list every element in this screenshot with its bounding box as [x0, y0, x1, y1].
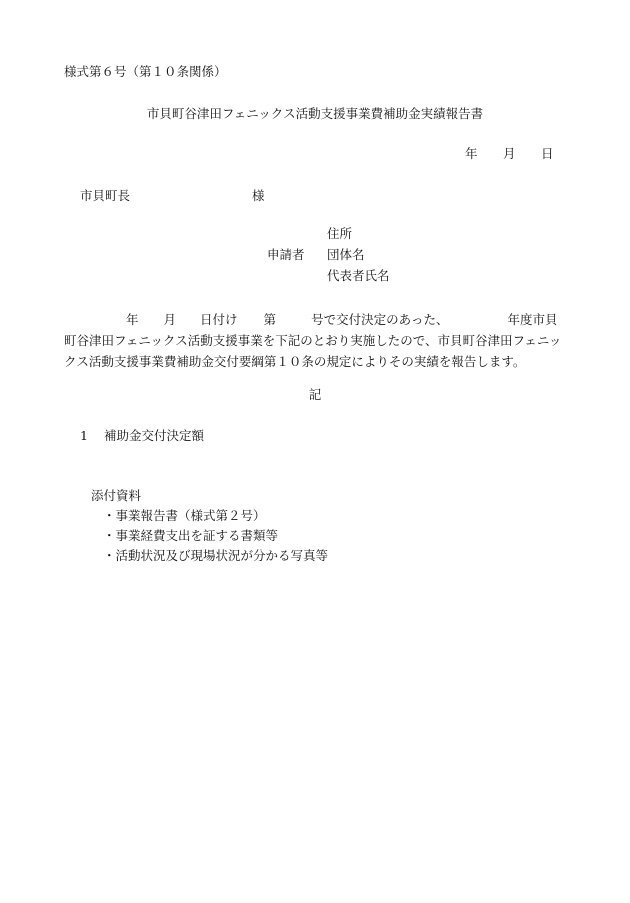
group-name-label: 団体名: [327, 247, 365, 262]
body-fiscal-year: 年度市貝: [507, 312, 558, 327]
body-month: 月: [163, 312, 177, 327]
address-label: 住所: [327, 226, 353, 241]
recipient-honorific: 様: [252, 188, 265, 203]
attachment-item: ・事業経費支出を証する書類等: [103, 528, 279, 543]
item-number: 1: [80, 428, 88, 443]
recipient: [80, 190, 265, 203]
body-year: 年: [126, 312, 139, 327]
recipient-title: 市貝町長: [80, 188, 131, 203]
body-line-2: 町谷津田フェニックス活動支援事業を下記のとおり実施したので、市貝町谷津田フェニッ: [64, 333, 562, 348]
date-month-label: 月: [503, 146, 516, 161]
attachment-item: ・事業報告書（様式第２号）: [103, 508, 266, 523]
document-title: 市貝町谷津田フェニックス活動支援事業費補助金実績報告書: [146, 106, 484, 121]
date-year-label: 年: [465, 146, 478, 161]
body-line-3: クス活動支援事業費補助金交付要綱第１０条の規定によりその実績を報告します。: [64, 354, 526, 369]
date-line: [465, 148, 554, 161]
body-no-prefix: 第: [263, 312, 277, 327]
note-heading: 記: [308, 387, 322, 402]
body-date-suffix: 日付け: [200, 312, 238, 327]
body-paragraph: [64, 309, 564, 372]
applicant-label: 申請者: [267, 247, 305, 262]
representative-label: 代表者氏名: [327, 268, 390, 283]
form-number: 様式第６号（第１０条関係）: [64, 64, 227, 79]
attachments-label: 添付資料: [91, 488, 142, 503]
body-line-1-text: 号で交付決定のあった、: [311, 312, 449, 327]
item-label: 補助金交付決定額: [104, 428, 205, 443]
attachment-item: ・活動状況及び現場状況が分かる写真等: [103, 548, 329, 563]
list-item: [80, 430, 204, 443]
date-day-label: 日: [541, 146, 554, 161]
body-line-1: [64, 309, 564, 330]
